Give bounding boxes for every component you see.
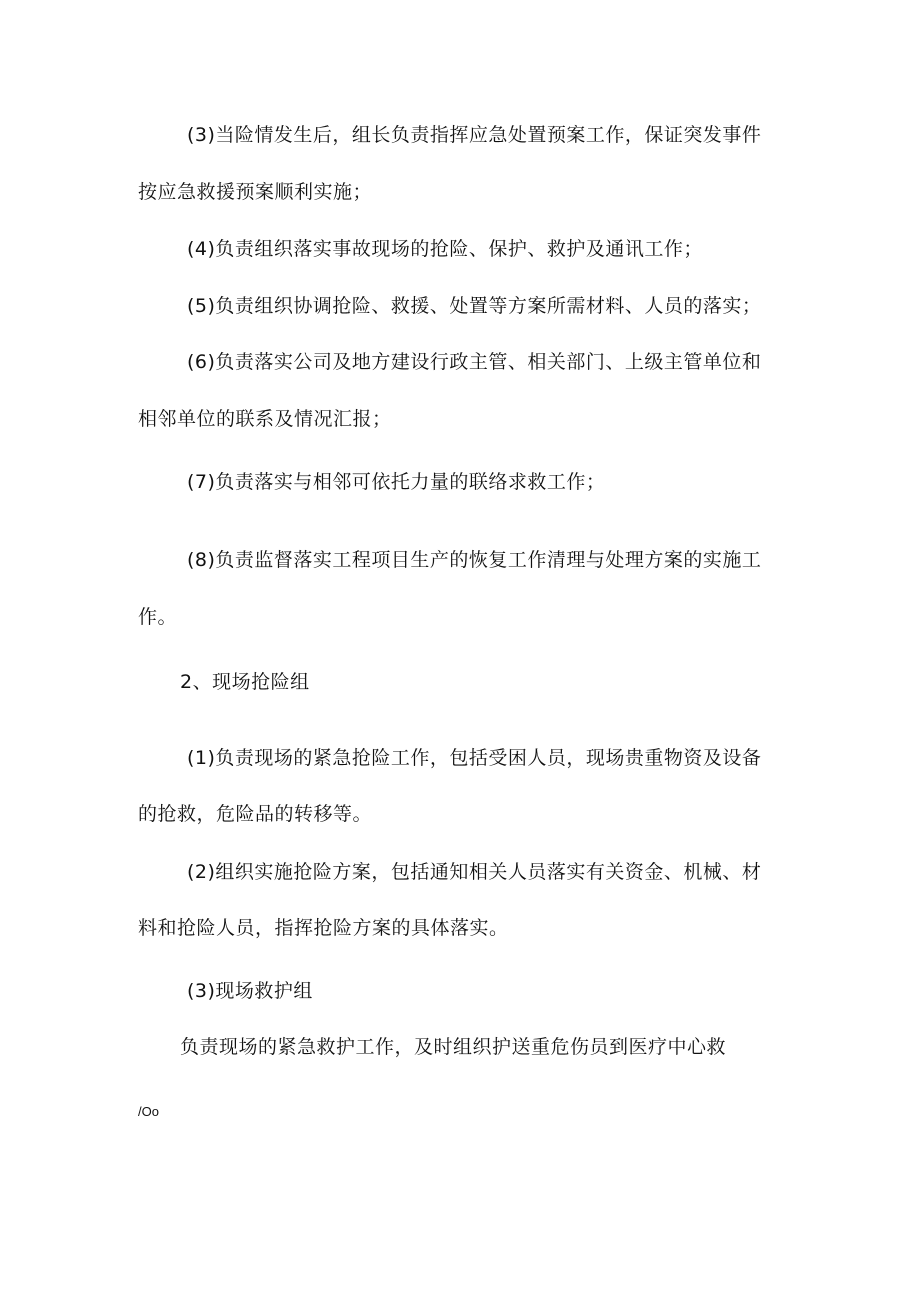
paragraph-line-11: 的抢救，危险品的转移等。	[138, 803, 373, 825]
paragraph-line-7: (7)负责落实与相邻可依托力量的联络求救工作；	[187, 471, 606, 493]
paragraph-line-12: (2)组织实施抢险方案，包括通知相关人员落实有关资金、机械、材	[187, 861, 762, 883]
paragraph-line-1: (3)当险情发生后，组长负责指挥应急处置预案工作，保证突发事件	[187, 124, 762, 146]
paragraph-line-3: (4)负责组织落实事故现场的抢险、保护、救护及通讯工作；	[187, 238, 703, 260]
paragraph-line-2: 按应急救援预案顺利实施；	[138, 181, 373, 203]
paragraph-line-14: 负责现场的紧急救护工作，及时组织护送重危伤员到医疗中心救	[180, 1036, 727, 1058]
paragraph-line-6: 相邻单位的联系及情况汇报；	[138, 408, 392, 430]
paragraph-line-13: 料和抢险人员，指挥抢险方案的具体落实。	[138, 917, 509, 939]
paragraph-line-8: (8)负责监督落实工程项目生产的恢复工作清理与处理方案的实施工	[187, 549, 762, 571]
section-heading: 2、现场抢险组	[180, 671, 310, 693]
paragraph-line-15: /Oo	[138, 1104, 159, 1119]
subsection-heading: (3)现场救护组	[187, 980, 313, 1002]
paragraph-line-9: 作。	[138, 606, 178, 628]
paragraph-line-5: (6)负责落实公司及地方建设行政主管、相关部门、上级主管单位和	[187, 351, 762, 373]
paragraph-line-4: (5)负责组织协调抢险、救援、处置等方案所需材料、人员的落实；	[187, 295, 762, 317]
paragraph-line-10: (1)负责现场的紧急抢险工作，包括受困人员，现场贵重物资及设备	[187, 747, 762, 769]
